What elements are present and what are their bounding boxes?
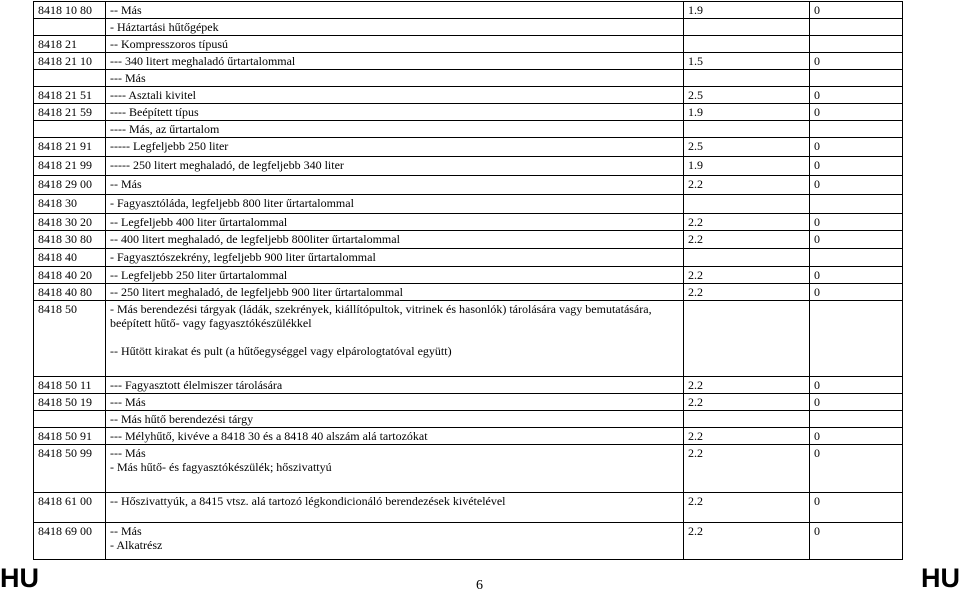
- duty-rate-cell: [684, 36, 810, 53]
- duty-rate-cell: [684, 19, 810, 36]
- secondary-rate-cell: 0: [810, 87, 903, 104]
- tariff-table: [33, 1, 903, 560]
- duty-rate-cell: [684, 411, 810, 428]
- description-line: - Fagyasztószekrény, legfeljebb 900 liter űrtartalommal: [110, 250, 376, 264]
- duty-rate-cell: 2.2: [684, 445, 810, 493]
- secondary-rate-cell: 0: [810, 377, 903, 394]
- cn-code-cell: 8418 40: [34, 249, 106, 267]
- description-cell: [106, 195, 684, 214]
- cn-code-cell: 8418 21 10: [34, 53, 106, 70]
- footer-country-label-left: HU: [0, 563, 39, 593]
- cn-code-cell: 8418 21 59: [34, 104, 106, 121]
- secondary-rate-cell: [810, 70, 903, 87]
- cn-code-cell: 8418 21: [34, 36, 106, 53]
- description-cell: [106, 19, 684, 36]
- description-cell: [106, 104, 684, 121]
- cn-code-cell: 8418 50 99: [34, 445, 106, 493]
- description-cell: [106, 284, 684, 301]
- secondary-rate-cell: 0: [810, 445, 903, 493]
- description-line: -- Legfeljebb 250 liter űrtartalommal: [110, 268, 288, 282]
- table-row: [34, 284, 903, 301]
- secondary-rate-cell: [810, 36, 903, 53]
- table-row: [34, 121, 903, 138]
- tariff-table-body: [34, 2, 903, 560]
- secondary-rate-cell: [810, 411, 903, 428]
- description-line: -- Hűtött kirakat és pult (a hűtőegységgel vagy elpárologtatóval együtt): [110, 344, 452, 358]
- duty-rate-cell: 2.5: [684, 87, 810, 104]
- table-row: [34, 87, 903, 104]
- description-cell: [106, 121, 684, 138]
- cn-code-cell: 8418 40 80: [34, 284, 106, 301]
- secondary-rate-cell: [810, 19, 903, 36]
- description-cell: [106, 70, 684, 87]
- cn-code-cell: 8418 21 99: [34, 157, 106, 176]
- secondary-rate-cell: 0: [810, 394, 903, 411]
- description-line: --- Más: [110, 446, 146, 460]
- duty-rate-cell: [684, 121, 810, 138]
- description-cell: [106, 36, 684, 53]
- description-line: ---- Beépített típus: [110, 105, 199, 119]
- description-cell: [106, 2, 684, 19]
- duty-rate-cell: [684, 70, 810, 87]
- secondary-rate-cell: 0: [810, 157, 903, 176]
- cn-code-cell: 8418 50: [34, 301, 106, 377]
- description-cell: [106, 157, 684, 176]
- description-cell: [106, 301, 684, 377]
- description-cell: [106, 445, 684, 493]
- cn-code-cell: 8418 30: [34, 195, 106, 214]
- description-line: ----- 250 litert meghaladó, de legfeljebb 340 liter: [110, 158, 344, 172]
- table-row: [34, 411, 903, 428]
- description-line: -- Hőszivattyúk, a 8415 vtsz. alá tartozó légkondicionáló berendezések kivételével: [110, 494, 506, 508]
- duty-rate-cell: 2.2: [684, 377, 810, 394]
- description-line: - Más berendezési tárgyak (ládák, szekrények, kiállítópultok, vitrinek és hasonlók) tárolására vagy bemutatására, beépített hűtő- vagy fagyasztókészülékkel: [110, 302, 652, 330]
- cn-code-cell: [34, 70, 106, 87]
- description-cell: [106, 267, 684, 284]
- duty-rate-cell: 2.2: [684, 231, 810, 249]
- page-number: 6: [476, 578, 483, 593]
- description-line: -- Más: [110, 177, 142, 191]
- secondary-rate-cell: [810, 301, 903, 377]
- table-row: [34, 445, 903, 493]
- table-row: [34, 138, 903, 157]
- description-line: - Alkatrész: [110, 538, 163, 552]
- description-line: -- Más: [110, 524, 142, 538]
- cn-code-cell: 8418 21 51: [34, 87, 106, 104]
- cn-code-cell: 8418 30 20: [34, 214, 106, 231]
- description-line: -- Legfeljebb 400 liter űrtartalommal: [110, 215, 288, 229]
- description-cell: [106, 176, 684, 195]
- description-cell: [106, 428, 684, 445]
- description-line: --- Fagyasztott élelmiszer tárolására: [110, 378, 283, 392]
- duty-rate-cell: 2.2: [684, 493, 810, 523]
- duty-rate-cell: [684, 195, 810, 214]
- table-row: [34, 157, 903, 176]
- duty-rate-cell: [684, 301, 810, 377]
- description-cell: [106, 214, 684, 231]
- description-line: -- Kompresszoros típusú: [110, 37, 228, 51]
- footer-country-label-right: HU: [921, 563, 960, 593]
- cn-code-cell: 8418 40 20: [34, 267, 106, 284]
- table-row: [34, 53, 903, 70]
- description-cell: [106, 138, 684, 157]
- table-row: [34, 394, 903, 411]
- table-row: [34, 267, 903, 284]
- table-row: [34, 301, 903, 377]
- description-line: ---- Asztali kivitel: [110, 88, 196, 102]
- duty-rate-cell: 1.5: [684, 53, 810, 70]
- description-cell: [106, 377, 684, 394]
- description-cell: [106, 411, 684, 428]
- description-line: [110, 330, 679, 344]
- description-line: -- 250 litert meghaladó, de legfeljebb 900 liter űrtartalommal: [110, 285, 403, 299]
- cn-code-cell: 8418 50 11: [34, 377, 106, 394]
- duty-rate-cell: 2.2: [684, 176, 810, 195]
- duty-rate-cell: 2.2: [684, 267, 810, 284]
- duty-rate-cell: 1.9: [684, 2, 810, 19]
- secondary-rate-cell: 0: [810, 104, 903, 121]
- cn-code-cell: [34, 411, 106, 428]
- table-row: [34, 523, 903, 560]
- table-row: [34, 249, 903, 267]
- duty-rate-cell: 2.5: [684, 138, 810, 157]
- table-row: [34, 428, 903, 445]
- secondary-rate-cell: [810, 121, 903, 138]
- duty-rate-cell: 2.2: [684, 284, 810, 301]
- secondary-rate-cell: 0: [810, 493, 903, 523]
- table-row: [34, 176, 903, 195]
- description-line: -- Más hűtő berendezési tárgy: [110, 412, 254, 426]
- description-line: --- Más: [110, 395, 146, 409]
- table-row: [34, 2, 903, 19]
- description-cell: [106, 87, 684, 104]
- cn-code-cell: 8418 10 80: [34, 2, 106, 19]
- description-line: - Más hűtő- és fagyasztókészülék; hőszivattyú: [110, 460, 332, 474]
- table-row: [34, 214, 903, 231]
- table-row: [34, 493, 903, 523]
- secondary-rate-cell: 0: [810, 284, 903, 301]
- secondary-rate-cell: [810, 249, 903, 267]
- cn-code-cell: 8418 30 80: [34, 231, 106, 249]
- description-line: -- 400 litert meghaladó, de legfeljebb 800liter űrtartalommal: [110, 232, 400, 246]
- cn-code-cell: [34, 19, 106, 36]
- cn-code-cell: 8418 50 91: [34, 428, 106, 445]
- table-row: [34, 195, 903, 214]
- duty-rate-cell: 1.9: [684, 104, 810, 121]
- description-line: ----- Legfeljebb 250 liter: [110, 139, 229, 153]
- secondary-rate-cell: [810, 195, 903, 214]
- secondary-rate-cell: 0: [810, 2, 903, 19]
- cn-code-cell: 8418 61 00: [34, 493, 106, 523]
- description-line: -- Más: [110, 3, 142, 17]
- table-row: [34, 70, 903, 87]
- table-row: [34, 231, 903, 249]
- secondary-rate-cell: 0: [810, 138, 903, 157]
- cn-code-cell: 8418 29 00: [34, 176, 106, 195]
- secondary-rate-cell: 0: [810, 176, 903, 195]
- secondary-rate-cell: 0: [810, 428, 903, 445]
- cn-code-cell: [34, 121, 106, 138]
- secondary-rate-cell: 0: [810, 214, 903, 231]
- duty-rate-cell: 1.9: [684, 157, 810, 176]
- description-line: --- Más: [110, 71, 146, 85]
- table-row: [34, 36, 903, 53]
- description-cell: [106, 394, 684, 411]
- description-line: --- 340 litert meghaladó űrtartalommal: [110, 54, 296, 68]
- duty-rate-cell: [684, 249, 810, 267]
- secondary-rate-cell: 0: [810, 523, 903, 560]
- secondary-rate-cell: 0: [810, 53, 903, 70]
- secondary-rate-cell: 0: [810, 231, 903, 249]
- description-cell: [106, 231, 684, 249]
- description-cell: [106, 249, 684, 267]
- cn-code-cell: 8418 50 19: [34, 394, 106, 411]
- cn-code-cell: 8418 21 91: [34, 138, 106, 157]
- description-cell: [106, 523, 684, 560]
- description-line: --- Mélyhűtő, kivéve a 8418 30 és a 8418 40 alszám alá tartozókat: [110, 429, 428, 443]
- duty-rate-cell: 2.2: [684, 214, 810, 231]
- duty-rate-cell: 2.2: [684, 428, 810, 445]
- duty-rate-cell: 2.2: [684, 394, 810, 411]
- description-cell: [106, 53, 684, 70]
- description-cell: [106, 493, 684, 523]
- table-row: [34, 19, 903, 36]
- description-line: - Fagyasztóláda, legfeljebb 800 liter űrtartalommal: [110, 196, 354, 210]
- cn-code-cell: 8418 69 00: [34, 523, 106, 560]
- description-line: ---- Más, az űrtartalom: [110, 122, 220, 136]
- secondary-rate-cell: 0: [810, 267, 903, 284]
- table-row: [34, 377, 903, 394]
- description-line: - Háztartási hűtőgépek: [110, 20, 219, 34]
- duty-rate-cell: 2.2: [684, 523, 810, 560]
- table-row: [34, 104, 903, 121]
